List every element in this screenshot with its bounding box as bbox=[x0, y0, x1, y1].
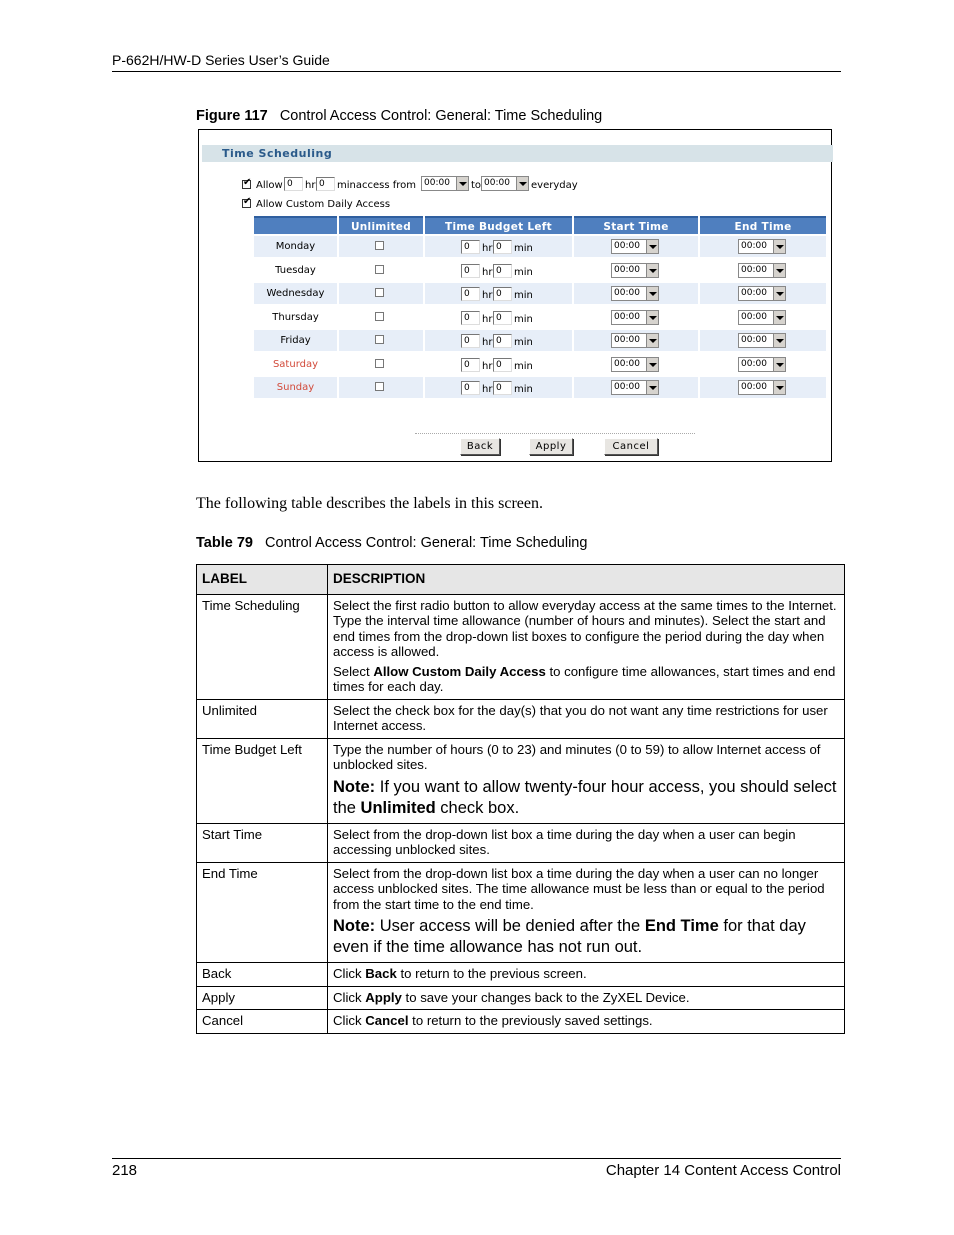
table-row bbox=[197, 1010, 845, 1034]
day-name: Friday bbox=[254, 330, 337, 351]
cancel-button[interactable]: Cancel bbox=[604, 438, 658, 455]
desc-paragraph: Type the number of hours (0 to 23) and minutes (0 to 59) to allow Internet access of unblocked sites. bbox=[333, 741, 821, 772]
note-paragraph bbox=[333, 916, 839, 958]
note-bold: Unlimited bbox=[360, 798, 436, 817]
chevron-down-icon bbox=[773, 264, 785, 277]
unlimited-checkbox[interactable] bbox=[375, 288, 384, 297]
unlimited-checkbox[interactable] bbox=[375, 312, 384, 321]
end-time-value: 00:00 bbox=[741, 311, 767, 322]
everyday-label: everyday bbox=[531, 180, 578, 191]
start-time-cell bbox=[574, 283, 698, 304]
start-time-cell bbox=[574, 307, 698, 328]
chevron-down-icon bbox=[646, 358, 658, 371]
footer-rule bbox=[112, 1158, 841, 1159]
row-description: Select from the drop-down list box a time during the day when a user can begin accessing unblocked sites. bbox=[328, 823, 845, 862]
desc-text: to save your changes back to the ZyXEL Device. bbox=[401, 989, 690, 1005]
end-time-value: 00:00 bbox=[741, 288, 767, 298]
start-time-cell bbox=[574, 260, 698, 281]
budget-minutes-input[interactable]: 0 bbox=[493, 381, 512, 395]
start-time-value: 00:00 bbox=[614, 335, 640, 345]
unlimited-cell bbox=[339, 377, 423, 398]
col-unlimited: Unlimited bbox=[339, 216, 423, 234]
hr-label: hr bbox=[482, 266, 493, 278]
table-header-row bbox=[197, 565, 845, 595]
end-time-select[interactable] bbox=[738, 357, 786, 372]
desc-bold: Apply bbox=[365, 989, 402, 1005]
end-time-value: 00:00 bbox=[741, 264, 767, 275]
start-time-value: 00:00 bbox=[614, 311, 640, 322]
from-time-value: 00:00 bbox=[424, 178, 450, 188]
unlimited-checkbox[interactable] bbox=[375, 265, 384, 274]
to-time-value: 00:00 bbox=[484, 178, 510, 188]
from-time-select[interactable] bbox=[421, 176, 469, 191]
note-text: User access will be denied after the bbox=[375, 917, 645, 935]
desc-text: to return to the previous screen. bbox=[396, 966, 587, 981]
to-time-select[interactable] bbox=[481, 176, 529, 191]
start-time-value: 00:00 bbox=[614, 241, 640, 251]
end-time-select[interactable] bbox=[738, 310, 786, 325]
col-start-time: Start Time bbox=[574, 216, 698, 234]
day-row-saturday bbox=[254, 354, 826, 375]
figure-caption bbox=[196, 108, 602, 124]
end-time-select[interactable] bbox=[738, 239, 786, 254]
allow-everyday-checkbox[interactable] bbox=[242, 180, 251, 189]
table-row bbox=[197, 986, 845, 1010]
chevron-down-icon bbox=[773, 311, 785, 324]
unlimited-cell bbox=[339, 354, 423, 375]
chevron-down-icon bbox=[646, 381, 658, 394]
chevron-down-icon bbox=[646, 240, 658, 253]
min-label: min bbox=[514, 360, 533, 372]
note-label: Note: bbox=[333, 777, 376, 796]
intro-paragraph: The following table describes the labels in this screen. bbox=[196, 495, 544, 512]
end-time-value: 00:00 bbox=[741, 358, 767, 369]
start-time-select[interactable] bbox=[611, 263, 659, 278]
time-budget-cell bbox=[425, 377, 572, 398]
table-row bbox=[197, 699, 845, 738]
row-label: Back bbox=[197, 963, 328, 987]
header-rule bbox=[112, 71, 841, 72]
chevron-down-icon bbox=[773, 381, 785, 394]
desc-text: Click bbox=[333, 1013, 366, 1028]
day-name: Monday bbox=[254, 236, 337, 257]
row-label: Time Scheduling bbox=[197, 594, 328, 699]
hr-label: hr bbox=[305, 180, 316, 191]
end-time-cell bbox=[700, 330, 826, 351]
desc-bold: Allow Custom Daily Access bbox=[373, 663, 546, 679]
desc-text: to configure time allowances, start times and end times for each day. bbox=[333, 663, 836, 694]
end-time-cell bbox=[700, 307, 826, 328]
table-row bbox=[197, 862, 845, 963]
start-time-select[interactable] bbox=[611, 333, 659, 348]
row-label: Time Budget Left bbox=[197, 738, 328, 823]
row-label: Unlimited bbox=[197, 699, 328, 738]
start-time-select[interactable] bbox=[611, 239, 659, 254]
day-row-sunday bbox=[254, 377, 826, 398]
budget-minutes-input[interactable]: 0 bbox=[493, 287, 512, 301]
unlimited-cell bbox=[339, 260, 423, 281]
budget-hours-input[interactable]: 0 bbox=[461, 381, 480, 395]
min-label: min bbox=[514, 243, 533, 254]
table-row bbox=[197, 823, 845, 862]
end-time-cell bbox=[700, 283, 826, 304]
allow-hours-input[interactable]: 0 bbox=[284, 177, 303, 191]
budget-hours-input[interactable]: 0 bbox=[461, 240, 480, 254]
unlimited-checkbox[interactable] bbox=[375, 359, 384, 368]
chevron-down-icon bbox=[773, 334, 785, 347]
col-time-budget-left: Time Budget Left bbox=[425, 216, 572, 234]
end-time-select[interactable] bbox=[738, 333, 786, 348]
desc-text: to return to the previously saved settings. bbox=[408, 1013, 653, 1028]
chevron-down-icon bbox=[516, 177, 528, 190]
figure-title: Control Access Control: General: Time Scheduling bbox=[279, 108, 603, 124]
day-row-thursday bbox=[254, 307, 826, 328]
row-description bbox=[328, 862, 845, 963]
allow-custom-daily-checkbox[interactable] bbox=[242, 199, 251, 208]
hr-label: hr bbox=[482, 290, 493, 301]
row-label: End Time bbox=[197, 862, 328, 963]
start-time-value: 00:00 bbox=[614, 288, 640, 298]
page-number: 218 bbox=[112, 1162, 138, 1179]
row-description bbox=[328, 594, 845, 699]
desc-paragraph bbox=[333, 664, 839, 695]
budget-hours-input[interactable]: 0 bbox=[461, 287, 480, 301]
desc-paragraph: Select from the drop-down list box a time during the day when a user can no longer access unblocked sites. The time allowance must be less than or equal to the period from the start time to the end time. bbox=[333, 865, 825, 912]
chevron-down-icon bbox=[646, 287, 658, 300]
desc-text: Click bbox=[333, 966, 366, 981]
unlimited-checkbox[interactable] bbox=[375, 382, 384, 391]
allow-minutes-input[interactable]: 0 bbox=[316, 177, 335, 191]
start-time-select[interactable] bbox=[611, 310, 659, 325]
day-name: Wednesday bbox=[254, 283, 337, 304]
note-text: for that day even if the time allowance has not run out. bbox=[333, 917, 806, 956]
guide-header: P-662H/HW-D Series User’s Guide bbox=[112, 52, 330, 68]
day-name: Sunday bbox=[254, 377, 337, 398]
end-time-select[interactable] bbox=[738, 380, 786, 395]
end-time-value: 00:00 bbox=[741, 335, 767, 345]
start-time-select[interactable] bbox=[611, 286, 659, 301]
budget-hours-input[interactable]: 0 bbox=[461, 311, 480, 325]
min-label: min bbox=[514, 266, 533, 278]
day-row-monday bbox=[254, 236, 826, 257]
min-label: min bbox=[514, 290, 533, 301]
day-name: Saturday bbox=[254, 354, 337, 375]
custom-daily-label: Allow Custom Daily Access bbox=[256, 199, 391, 210]
unlimited-cell bbox=[339, 236, 423, 257]
desc-text: Click bbox=[333, 989, 366, 1005]
chevron-down-icon bbox=[646, 334, 658, 347]
unlimited-checkbox[interactable] bbox=[375, 335, 384, 344]
day-name: Tuesday bbox=[254, 260, 337, 281]
time-budget-cell bbox=[425, 354, 572, 375]
note-text: If you want to allow twenty-four hour access, you should select the bbox=[333, 777, 837, 817]
header-description: DESCRIPTION bbox=[328, 565, 845, 595]
budget-minutes-input[interactable]: 0 bbox=[493, 240, 512, 254]
end-time-cell bbox=[700, 377, 826, 398]
chevron-down-icon bbox=[646, 311, 658, 324]
hr-label: hr bbox=[482, 384, 493, 395]
end-time-cell bbox=[700, 236, 826, 257]
row-description bbox=[328, 963, 845, 987]
day-row-friday bbox=[254, 330, 826, 351]
row-description bbox=[328, 986, 845, 1010]
back-button[interactable]: Back bbox=[460, 438, 500, 455]
apply-button[interactable]: Apply bbox=[529, 438, 573, 455]
start-time-cell bbox=[574, 377, 698, 398]
budget-minutes-input[interactable]: 0 bbox=[493, 311, 512, 325]
budget-minutes-input[interactable]: 0 bbox=[493, 358, 512, 372]
min-label: min bbox=[514, 337, 533, 348]
chevron-down-icon bbox=[773, 358, 785, 371]
desc-text: Select bbox=[333, 663, 374, 679]
chevron-down-icon bbox=[773, 287, 785, 300]
row-label: Start Time bbox=[197, 823, 328, 862]
col-end-time: End Time bbox=[700, 216, 826, 234]
end-time-select[interactable] bbox=[738, 286, 786, 301]
allow-label: Allow bbox=[256, 180, 283, 191]
hr-label: hr bbox=[482, 313, 493, 325]
min-label: min bbox=[514, 384, 533, 395]
row-label: Cancel bbox=[197, 1010, 328, 1034]
budget-hours-input[interactable]: 0 bbox=[461, 358, 480, 372]
row-description bbox=[328, 738, 845, 823]
end-time-cell bbox=[700, 354, 826, 375]
button-divider bbox=[415, 433, 695, 434]
description-table bbox=[196, 564, 845, 1034]
table-caption bbox=[196, 535, 587, 551]
budget-hours-input[interactable]: 0 bbox=[461, 334, 480, 348]
table-row bbox=[197, 963, 845, 987]
end-time-value: 00:00 bbox=[741, 241, 767, 251]
budget-minutes-input[interactable]: 0 bbox=[493, 264, 512, 278]
table-row bbox=[197, 738, 845, 823]
desc-bold: Cancel bbox=[365, 1013, 409, 1028]
note-label: Note: bbox=[333, 917, 376, 935]
desc-paragraph: Select the first radio button to allow everyday access at the same times to the Internet. Type the interval time allowance (number of hours and minutes). Select the start and end times from the drop-down list boxes to configure the period during the day when access is allowed. bbox=[333, 597, 837, 659]
desc-bold: Back bbox=[365, 966, 397, 981]
row-label: Apply bbox=[197, 986, 328, 1010]
start-time-select[interactable] bbox=[611, 357, 659, 372]
start-time-value: 00:00 bbox=[614, 264, 640, 275]
day-row-tuesday bbox=[254, 260, 826, 281]
time-budget-cell bbox=[425, 283, 572, 304]
start-time-cell bbox=[574, 354, 698, 375]
table-number: Table 79 bbox=[196, 535, 253, 551]
note-text: check box. bbox=[435, 798, 520, 817]
end-time-value: 00:00 bbox=[741, 382, 767, 392]
note-paragraph bbox=[333, 777, 839, 819]
start-time-cell bbox=[574, 330, 698, 351]
figure-number: Figure 117 bbox=[196, 108, 268, 124]
time-budget-cell bbox=[425, 260, 572, 281]
time-scheduling-screen bbox=[198, 129, 832, 462]
hr-label: hr bbox=[482, 360, 493, 372]
col-day-blank bbox=[254, 216, 337, 234]
start-time-select[interactable] bbox=[611, 380, 659, 395]
chevron-down-icon bbox=[456, 177, 468, 190]
hr-label: hr bbox=[482, 243, 493, 254]
table-title: Control Access Control: General: Time Scheduling bbox=[265, 535, 588, 551]
row-description bbox=[328, 1010, 845, 1034]
budget-hours-input[interactable]: 0 bbox=[461, 264, 480, 278]
unlimited-checkbox[interactable] bbox=[375, 241, 384, 250]
start-time-value: 00:00 bbox=[614, 382, 640, 392]
start-time-cell bbox=[574, 236, 698, 257]
row-description: Select the check box for the day(s) that you do not want any time restrictions for user Internet access. bbox=[328, 699, 845, 738]
to-label: to bbox=[471, 180, 482, 191]
hr-label: hr bbox=[482, 337, 493, 348]
budget-minutes-input[interactable]: 0 bbox=[493, 334, 512, 348]
day-row-wednesday bbox=[254, 283, 826, 304]
start-time-value: 00:00 bbox=[614, 358, 640, 369]
time-budget-cell bbox=[425, 330, 572, 351]
unlimited-cell bbox=[339, 283, 423, 304]
chevron-down-icon bbox=[646, 264, 658, 277]
day-name: Thursday bbox=[254, 307, 337, 328]
time-budget-cell bbox=[425, 236, 572, 257]
chapter-title: Chapter 14 Content Access Control bbox=[605, 1162, 841, 1179]
note-bold: End Time bbox=[644, 917, 719, 935]
min-label: min bbox=[514, 313, 533, 325]
unlimited-cell bbox=[339, 330, 423, 351]
section-title: Time Scheduling bbox=[202, 145, 833, 162]
end-time-cell bbox=[700, 260, 826, 281]
header-label: LABEL bbox=[197, 565, 328, 595]
end-time-select[interactable] bbox=[738, 263, 786, 278]
chevron-down-icon bbox=[773, 240, 785, 253]
table-row bbox=[197, 594, 845, 699]
min-access-from-label: minaccess from bbox=[337, 180, 417, 191]
time-budget-cell bbox=[425, 307, 572, 328]
unlimited-cell bbox=[339, 307, 423, 328]
